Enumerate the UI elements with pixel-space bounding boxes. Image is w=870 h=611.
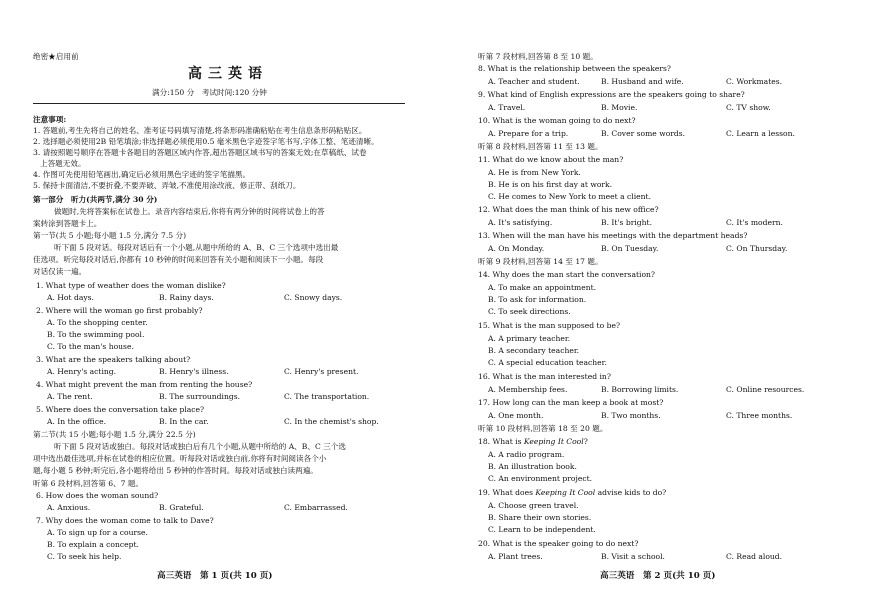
note-line: 5. 保持卡面清洁,不要折叠,不要弄破、弄皱,不准使用涂改液、修正带、刮纸刀。 [33, 181, 301, 190]
question: 9. What kind of English expressions are the speakers going to share? [478, 90, 745, 99]
option: C. Learn a lesson. [726, 129, 795, 138]
option: C. To seek his help. [47, 552, 122, 561]
option: A. A radio program. [488, 450, 565, 459]
option: B. Share their own stories. [488, 513, 592, 522]
question [478, 437, 588, 447]
option: C. Online resources. [726, 385, 805, 394]
question: 11. What do we know about the man? [478, 155, 624, 164]
note-line: 2. 选择题必须使用2B 铅笔填涂;非选择题必须使用0.5 毫米黑色字迹签字笔书写,字体工整、笔迹清晰。 [33, 137, 379, 146]
option: B. Two months. [601, 411, 661, 420]
note-line: 3. 请按照题号顺序在答题卡各题目的答题区域内作答,超出答题区域书写的答案无效;在草稿纸、试卷 [33, 148, 367, 157]
material-heading: 听第 8 段材料,回答第 11 至 13 题。 [478, 142, 603, 151]
material-heading: 听第 10 段材料,回答第 18 至 20 题。 [478, 424, 608, 433]
option: B. On Tuesday. [601, 244, 659, 253]
question: 13. When will the man have his meetings with the department heads? [478, 231, 748, 240]
option: A. Choose green travel. [488, 501, 579, 510]
question-text: ? [583, 437, 588, 446]
question: 5. Where does the conversation take place? [36, 405, 205, 414]
material-heading: 听第 6 段材料,回答第 6、7 题。 [33, 479, 144, 488]
option: B. He is on his first day at work. [488, 180, 613, 189]
option: B. Rainy days. [159, 293, 214, 302]
option: C. In the chemist's shop. [284, 417, 379, 426]
notes-title: 注意事项: [33, 115, 67, 124]
section-intro: 听下面 5 段对话或独白。每段对话或独白后有几个小题,从题中所给的 A、B、C 三个选 [54, 442, 346, 451]
option: B. In the car. [159, 417, 209, 426]
section-heading: 第二节(共 15 小题;每小题 1.5 分,满分 22.5 分) [33, 430, 196, 439]
question-text: 18. What is [478, 437, 524, 446]
option: B. To explain a concept. [47, 540, 139, 549]
exam-meta: 满分:150 分 考试时间:120 分钟 [152, 88, 267, 97]
part-intro: 做题时,先将答案标在试卷上。录音内容结束后,你将有两分钟的时间将试卷上的答 [54, 207, 325, 216]
option: B. Visit a school. [601, 552, 665, 561]
option: A. Travel. [488, 103, 526, 112]
option: A. Prepare for a trip. [488, 129, 569, 138]
option: B. An illustration book. [488, 462, 577, 471]
option: B. To the swimming pool. [47, 330, 145, 339]
option: C. To the man's house. [47, 342, 134, 351]
page-2 [435, 0, 870, 611]
option: C. On Thursday. [726, 244, 788, 253]
option: A. Hot days. [47, 293, 94, 302]
question: 4. What might prevent the man from renting the house? [36, 380, 253, 389]
question: 7. Why does the woman come to talk to Dave? [36, 516, 214, 525]
option: A. He is from New York. [488, 168, 581, 177]
option: C. To seek directions. [488, 307, 571, 316]
option: C. The transportation. [284, 392, 370, 401]
option: C. Snowy days. [284, 293, 343, 302]
exam-title: 高三英语 [188, 66, 268, 82]
option: B. It's bright. [601, 218, 652, 227]
note-line: 上答题无效。 [40, 159, 86, 168]
option: A. To make an appointment. [488, 283, 597, 292]
option: C. Three months. [726, 411, 793, 420]
option: A. To the shopping center. [47, 318, 148, 327]
option: B. Movie. [601, 103, 638, 112]
part-intro: 案转涂到答题卡上。 [33, 219, 102, 228]
option: C. An environment project. [488, 474, 593, 483]
section-heading: 第一节(共 5 小题;每小题 1.5 分,满分 7.5 分) [33, 231, 187, 240]
option: A. The rent. [47, 392, 93, 401]
option: B. Grateful. [159, 503, 204, 512]
question: 20. What is the speaker going to do next? [478, 539, 639, 548]
option: B. A secondary teacher. [488, 346, 580, 355]
option: A. On Monday. [488, 244, 545, 253]
section-intro: 对话仅读一遍。 [33, 267, 87, 276]
question: 10. What is the woman going to do next? [478, 116, 636, 125]
option: C. A special education teacher. [488, 358, 607, 367]
question: 15. What is the man supposed to be? [478, 321, 621, 330]
section-intro: 项中选出最佳选项,并标在试卷的相应位置。听每段对话或独白前,你将有时间阅读各个小 [33, 454, 327, 463]
option: A. Plant trees. [488, 552, 543, 561]
option: C. Learn to be independent. [488, 525, 596, 534]
option: B. Husband and wife. [601, 77, 684, 86]
section-intro: 题,每小题 5 秒钟;听完后,各小题将给出 5 秒钟的作答时间。每段对话或独白读两遍。 [33, 466, 318, 475]
option: B. The surroundings. [159, 392, 241, 401]
confidential-mark: 绝密★启用前 [33, 52, 79, 61]
question: 2. Where will the woman go first probably? [36, 306, 203, 315]
program-title: Keeping It Cool [523, 437, 584, 446]
option: B. To ask for information. [488, 295, 587, 304]
page-footer: 高三英语 第 1 页(共 10 页) [157, 571, 273, 581]
option: A. Henry's acting. [47, 367, 117, 376]
question: 1. What type of weather does the woman dislike? [36, 281, 226, 290]
option: B. Henry's illness. [159, 367, 229, 376]
option: A. One month. [488, 411, 544, 420]
option: C. Read aloud. [726, 552, 783, 561]
option: A. In the office. [47, 417, 107, 426]
option: A. Teacher and student. [488, 77, 580, 86]
option: C. He comes to New York to meet a client. [488, 192, 651, 201]
option: A. Membership fees. [488, 385, 568, 394]
question: 6. How does the woman sound? [36, 491, 159, 500]
question: 14. Why does the man start the conversation? [478, 270, 655, 279]
option: A. It's satisfying. [488, 218, 553, 227]
question-text: 19. What does [478, 488, 536, 497]
option: B. Cover some words. [601, 129, 686, 138]
option: C. Henry's present. [284, 367, 359, 376]
part-heading: 第一部分 听力(共两节,满分 30 分) [33, 195, 158, 204]
option: C. It's modern. [726, 218, 783, 227]
section-intro: 佳选项。听完每段对话后,你都有 10 秒钟的时间来回答有关小题和阅读下一小题。每段 [33, 255, 324, 264]
program-title: Keeping It Cool [535, 488, 596, 497]
question: 12. What does the man think of his new office? [478, 205, 659, 214]
question-text: advise kids to do? [595, 488, 667, 497]
option: A. A primary teacher. [488, 334, 571, 343]
question [478, 488, 666, 498]
material-heading: 听第 7 段材料,回答第 8 至 10 题。 [478, 52, 598, 61]
material-heading: 听第 9 段材料,回答第 14 至 17 题。 [478, 257, 603, 266]
section-intro: 听下面 5 段对话。每段对话后有一个小题,从题中所给的 A、B、C 三个选项中选出最 [54, 243, 339, 252]
note-line: 4. 作图可先使用铅笔画出,确定后必须用黑色字迹的签字笔描黑。 [33, 170, 251, 179]
option: C. TV show. [726, 103, 771, 112]
question: 3. What are the speakers talking about? [36, 355, 191, 364]
option: B. Borrowing limits. [601, 385, 679, 394]
option: A. Anxious. [47, 503, 91, 512]
note-line: 1. 答题前,考生先将自己的姓名、准考证号码填写清楚,将条形码准确粘贴在考生信息条形码粘贴区。 [33, 126, 367, 135]
question: 16. What is the man interested in? [478, 372, 611, 381]
option: C. Workmates. [726, 77, 783, 86]
divider [33, 103, 405, 104]
option: A. To sign up for a course. [47, 528, 148, 537]
option: C. Embarrassed. [284, 503, 348, 512]
page-footer: 高三英语 第 2 页(共 10 页) [600, 571, 716, 581]
question: 17. How long can the man keep a book at most? [478, 398, 664, 407]
question: 8. What is the relationship between the speakers? [478, 64, 671, 73]
